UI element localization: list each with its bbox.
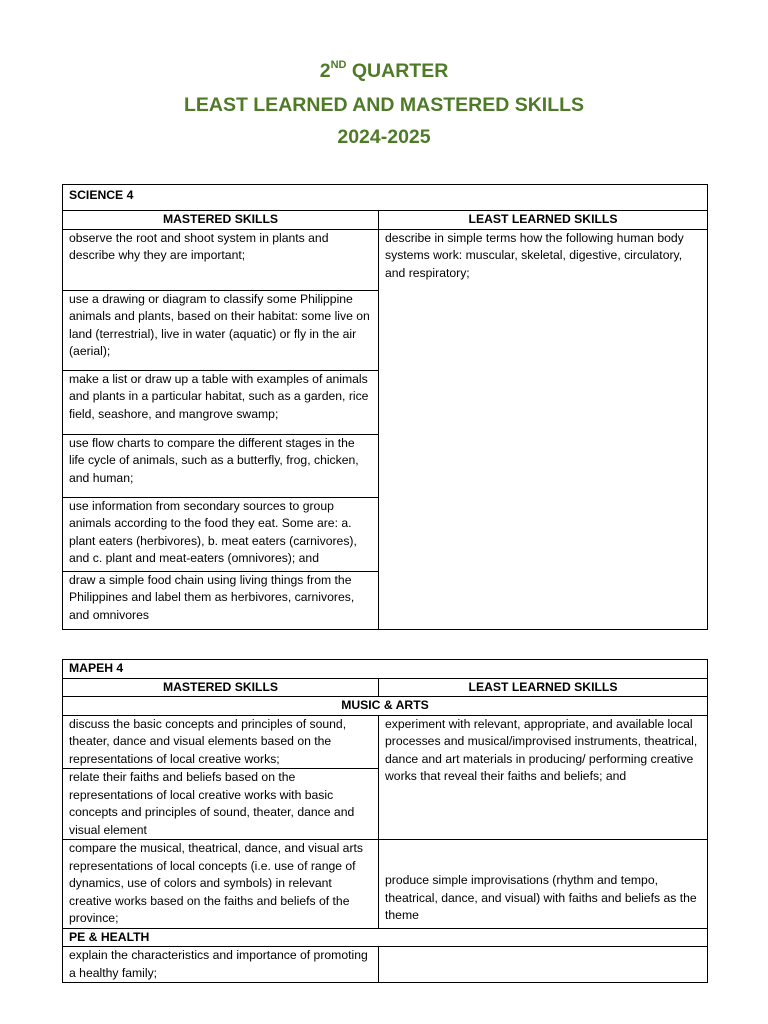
pe-health-mastered-item: explain the characteristics and importance of promoting a healthy family; xyxy=(63,947,379,983)
pe-health-section-header: PE & HEALTH xyxy=(63,928,708,947)
mapeh-table xyxy=(62,659,708,983)
science-least-item: describe in simple terms how the following human body systems work: muscular, skeletal, digestive, circulatory, and respiratory; xyxy=(379,229,708,629)
science-mastered-item: make a list or draw up a table with examples of animals and plants in a particular habitat, such as a garden, rice field, seashore, and mangrove swamp; xyxy=(63,370,379,434)
quarter-superscript: ND xyxy=(330,59,347,71)
science-mastered-item: observe the root and shoot system in plants and describe why they are important; xyxy=(63,229,379,290)
mapeh-subject-cell xyxy=(63,660,708,679)
mapeh-least-header: LEAST LEARNED SKILLS xyxy=(379,678,708,697)
science-mastered-item: draw a simple food chain using living things from the Philippines and label them as herbivores, carnivores, and omnivores xyxy=(63,571,379,629)
science-table xyxy=(62,184,708,630)
science-mastered-header: MASTERED SKILLS xyxy=(63,211,379,230)
mapeh-mastered-header: MASTERED SKILLS xyxy=(63,678,379,697)
science-least-header: LEAST LEARNED SKILLS xyxy=(379,211,708,230)
title-line-2: LEAST LEARNED AND MASTERED SKILLS xyxy=(183,94,585,116)
science-mastered-item: use flow charts to compare the different stages in the life cycle of animals, such as a butterfly, frog, chicken, and human; xyxy=(63,434,379,497)
music-arts-least-item: experiment with relevant, appropriate, and available local processes and musical/improvised instruments, theatrical, dance and art materials in producing/ performing creative works that reveal their faiths and beliefs; and xyxy=(379,715,708,840)
science-subject-label: SCIENCE 4 xyxy=(69,188,134,202)
music-arts-mastered-item: relate their faiths and beliefs based on the representations of local creative works with basic concepts and principles of sound, theater, dance and visual element xyxy=(63,769,379,840)
pe-health-least-item xyxy=(379,947,708,983)
quarter-number: 2 xyxy=(319,60,331,82)
quarter-word: QUARTER xyxy=(351,60,449,82)
mapeh-subject-label: MAPEH 4 xyxy=(69,661,124,675)
title-line-3: 2024-2025 xyxy=(337,126,431,148)
science-mastered-item: use a drawing or diagram to classify some Philippine animals and plants, based on their habitat: some live on land (terrestrial), live in water (aquatic) or fly in the air (aerial); xyxy=(63,290,379,370)
title-line-1 xyxy=(0,60,768,83)
science-subject-cell xyxy=(63,185,708,211)
music-arts-mastered-item: discuss the basic concepts and principles of sound, theater, dance and visual elements based on the representations of local creative works; xyxy=(63,715,379,769)
music-arts-section-header: MUSIC & ARTS xyxy=(63,697,708,716)
science-mastered-item: use information from secondary sources to group animals according to the food they eat. Some are: a. plant eaters (herbivores), b. meat eaters (carnivores), and c. plant and meat-eaters (omnivores); and xyxy=(63,497,379,571)
music-arts-least-item: produce simple improvisations (rhythm and tempo, theatrical, dance, and visual) with faiths and beliefs as the theme xyxy=(379,840,708,929)
music-arts-mastered-item: compare the musical, theatrical, dance, and visual arts representations of local concepts (i.e. use of range of dynamics, use of colors and symbols) in relevant creative works based on the faiths and beliefs of the province; xyxy=(63,840,379,929)
